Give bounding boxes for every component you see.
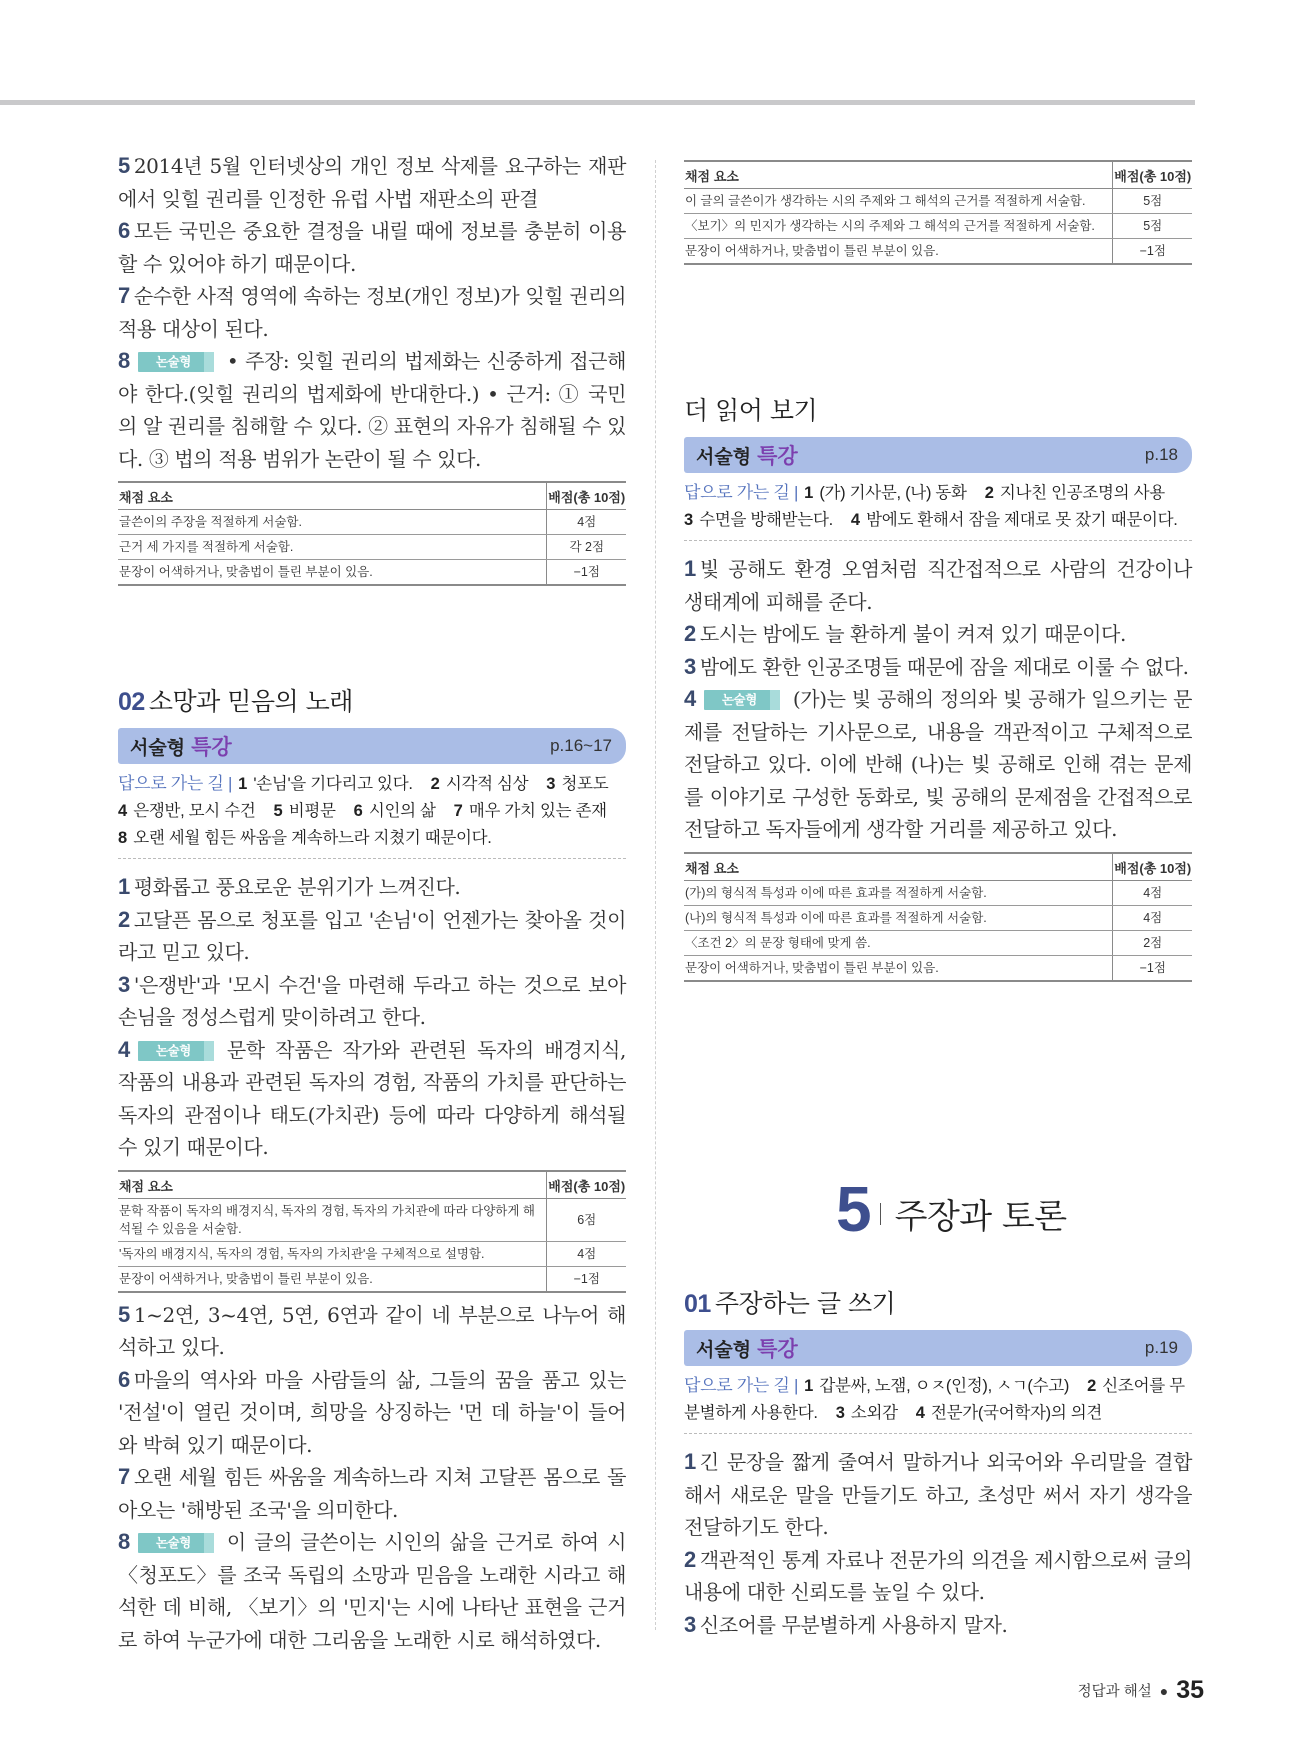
table-row: (가)의 형식적 특성과 이에 따른 효과를 적절하게 서술함. 4점 — [684, 880, 1192, 905]
answer-guide: 답으로 가는 길 | 1 '손님'을 기다리고 있다. 2 시각적 심상 3 청포도 4 은쟁반, 모시 수건 5 비평문 6 시인의 삶 7 매우 가치 있는 존재 8 오랜 세월 힘든 싸움을 계속하느라 지쳤기 때문이다. — [118, 764, 626, 859]
chapter-heading — [836, 1172, 1067, 1246]
chapter-title: 주장과 토론 — [894, 1196, 1067, 1237]
section-title: 더 읽어 보기 — [684, 396, 818, 425]
answer-item: 7 순수한 사적 영역에 속하는 정보(개인 정보)가 잊힐 권리의 적용 대상이 된다. — [118, 283, 626, 341]
column-divider — [655, 160, 656, 1630]
chapter-separator — [880, 1203, 881, 1225]
section-title: 01 주장하는 글 쓰기 — [684, 1289, 896, 1318]
answer-item: 3 밤에도 환한 인공조명들 때문에 잠을 제대로 이룰 수 없다. — [684, 653, 1189, 679]
answer-item: 1 평화롭고 풍요로운 분위기가 느껴진다. — [118, 874, 461, 899]
scoring-table: 채점 요소 배점(총 10점) 글쓴이의 주장을 적절하게 서술함. 4점 근거 세 가지를 적절하게 서술함. 각 2점 문장이 어색하거나, 맞춤법이 틀린 부분이 있음. −1점 — [118, 481, 626, 586]
page-ref: p.19 — [1144, 1338, 1178, 1357]
table-row: 문학 작품이 독자의 배경지식, 독자의 경험, 독자의 가치관에 따라 다양하게 해석될 수 있음을 서술함. 6점 — [118, 1198, 626, 1241]
table-row: 문장이 어색하거나, 맞춤법이 틀린 부분이 있음. −1점 — [684, 239, 1192, 265]
answer-guide: 답으로 가는 길 | 1 (가) 기사문, (나) 동화 2 지나친 인공조명의 사용 3 수면을 방해받는다. 4 밤에도 환해서 잠을 제대로 못 잤기 때문이다. — [684, 473, 1192, 541]
answer-guide: 답으로 가는 길 | 1 갑분싸, 노잼, ㅇㅈ(인정), ㅅㄱ(수고) 2 신조어를 무분별하게 사용한다. 3 소외감 4 전문가(국어학자)의 의견 — [684, 1366, 1192, 1434]
scoring-table: 채점 요소 배점(총 10점) 이 글의 글쓴이가 생각하는 시의 주제와 그 해석의 근거를 적절하게 서술함. 5점 〈보기〉의 민지가 생각하는 시의 주제와 그 해석의 근거를 적절하게 서술함. 5점 문장이 어색하거나, 맞춤법이 틀린 부분이 있음. −1점 — [684, 160, 1192, 265]
top-rule — [0, 100, 1195, 105]
table-row: 문장이 어색하거나, 맞춤법이 틀린 부분이 있음. −1점 — [684, 955, 1192, 981]
answer-item: 6 모든 국민은 중요한 결정을 내릴 때에 정보를 충분히 이용할 수 있어야 하기 때문이다. — [118, 218, 626, 276]
bullet-icon: ● — [1159, 1682, 1169, 1699]
answer-item: 1 빛 공해도 환경 오염처럼 직간접적으로 사람의 건강이나 생태계에 피해를 준다. — [684, 556, 1192, 614]
essay-badge: 논술형 — [138, 1533, 213, 1553]
answer-item: 6 마을의 역사와 마을 사람들의 삶, 그들의 꿈을 품고 있는 '전설'이 열린 것이며, 희망을 상징하는 '먼 데 하늘'이 들어와 박혀 있기 때문이다. — [118, 1366, 626, 1457]
essay-badge: 논술형 — [704, 690, 779, 710]
table-row: 〈보기〉의 민지가 생각하는 시의 주제와 그 해석의 근거를 적절하게 서술함. 5점 — [684, 214, 1192, 239]
page-ref: p.16~17 — [550, 736, 612, 755]
answer-item: 1 긴 문장을 짧게 줄여서 말하거나 외국어와 우리말을 결합해서 새로운 말을 만들기도 하고, 초성만 써서 자기 생각을 전달하기도 한다. — [684, 1449, 1192, 1539]
table-row: 〈조건 2〉의 문장 형태에 맞게 씀. 2점 — [684, 930, 1192, 955]
scoring-table: 채점 요소 배점(총 10점) 문학 작품이 독자의 배경지식, 독자의 경험, 독자의 가치관에 따라 다양하게 해석될 수 있음을 서술함. 6점 '독자의 배경지식, 독자의 경험, 독자의 가치관'을 구체적으로 설명함. 4점 문장이 어색하거나, 맞춤법이 틀린 부분이 있음. −1점 — [118, 1170, 626, 1293]
left-column — [118, 150, 626, 1656]
page-number: 35 — [1176, 1676, 1204, 1704]
essay-badge: 논술형 — [138, 1041, 213, 1061]
table-row: (나)의 형식적 특성과 이에 따른 효과를 적절하게 서술함. 4점 — [684, 905, 1192, 930]
footer-text: 정답과 해설 — [1077, 1684, 1152, 1700]
answer-item: 2 도시는 밤에도 늘 환하게 불이 켜져 있기 때문이다. — [684, 621, 1126, 646]
table-row: '독자의 배경지식, 독자의 경험, 독자의 가치관'을 구체적으로 설명함. 4점 — [118, 1241, 626, 1266]
table-row: 글쓴이의 주장을 적절하게 서술함. 4점 — [118, 510, 626, 535]
essay-answer-item: 8 논술형 이 글의 글쓴이는 시인의 삶을 근거로 하여 시 〈청포도〉를 조국 독립의 소망과 믿음을 노래한 시라고 해석한 데 비해, 〈보기〉의 '민지'는 시에 나타난 표현을 근거로 하여 누군가에 대한 그리움을 노래한 시로 해석하였다. — [118, 1529, 626, 1652]
answer-item: 2 고달픈 몸으로 청포를 입고 '손님'이 언젠가는 찾아올 것이라고 믿고 있다. — [118, 906, 626, 964]
scoring-table: 채점 요소 배점(총 10점) (가)의 형식적 특성과 이에 따른 효과를 적절하게 서술함. 4점 (나)의 형식적 특성과 이에 따른 효과를 적절하게 서술함. 4점 〈조건 2〉의 문장 형태에 맞게 씀. 2점 문장이 어색하거나, 맞춤법이 틀린 부분이 있음. −1점 — [684, 852, 1192, 982]
essay-answer-item: 4 논술형 문학 작품은 작가와 관련된 독자의 배경지식, 작품의 내용과 관련된 독자의 경험, 작품의 가치를 판단하는 독자의 관점이나 태도(가치관) 등에 따라 다양하게 해석될 수 있기 때문이다. — [118, 1036, 626, 1159]
answer-item: 3 신조어를 무분별하게 사용하지 말자. — [684, 1611, 1008, 1637]
chapter-number: 5 — [836, 1173, 870, 1245]
section-banner: 서술형 특강 p.16~17 — [118, 728, 626, 764]
right-column — [684, 150, 1192, 982]
table-row: 근거 세 가지를 적절하게 서술함. 각 2점 — [118, 535, 626, 560]
answer-item: 5 2014년 5월 인터넷상의 개인 정보 삭제를 요구하는 재판에서 잊힐 권리를 인정한 유럽 사법 재판소의 판결 — [118, 153, 626, 211]
right-column-lower — [684, 1284, 1192, 1641]
table-row: 문장이 어색하거나, 맞춤법이 틀린 부분이 있음. −1점 — [118, 560, 626, 586]
answer-item: 7 오랜 세월 힘든 싸움을 계속하느라 지쳐 고달픈 몸으로 돌아오는 '해방된 조국'을 의미한다. — [118, 1464, 626, 1522]
table-row: 이 글의 글쓴이가 생각하는 시의 주제와 그 해석의 근거를 적절하게 서술함. 5점 — [684, 189, 1192, 214]
page-footer — [1078, 1676, 1204, 1705]
essay-badge: 논술형 — [138, 352, 213, 372]
section-banner: 서술형 특강 p.19 — [684, 1330, 1192, 1366]
essay-answer-item: 4 논술형 (가)는 빛 공해의 정의와 빛 공해가 일으키는 문제를 전달하는 기사문으로, 내용을 객관적이고 구체적으로 전달하고 있다. 이에 반해 (나)는 빛 공해로 인해 겪는 문제를 이야기로 구성한 동화로, 빛 공해의 문제점을 간접적으로 전달하고 독자들에게 생각할 거리를 제공하고 있다. — [684, 686, 1192, 841]
section-title: 02 소망과 믿음의 노래 — [118, 687, 353, 716]
answer-item: 3 '은쟁반'과 '모시 수건'을 마련해 두라고 하는 것으로 보아 손님을 정성스럽게 맞이하려고 한다. — [118, 971, 626, 1029]
page-ref: p.18 — [1144, 445, 1178, 464]
answer-item: 2 객관적인 통계 자료나 전문가의 의견을 제시함으로써 글의 내용에 대한 신뢰도를 높일 수 있다. — [684, 1546, 1192, 1604]
essay-answer-item: 8 논술형 • 주장: 잊힐 권리의 법제화는 신중하게 접근해야 한다.(잊힐 권리의 법제화에 반대한다.) • 근거: ① 국민의 알 권리를 침해할 수 있다. ② 표현의 자유가 침해될 수 있다. ③ 법의 적용 범위가 논란이 될 수 있다. — [118, 348, 626, 471]
answer-item: 5 1~2연, 3~4연, 5연, 6연과 같이 네 부분으로 나누어 해석하고 있다. — [118, 1301, 626, 1359]
section-banner: 서술형 특강 p.18 — [684, 437, 1192, 473]
table-row: 문장이 어색하거나, 맞춤법이 틀린 부분이 있음. −1점 — [118, 1266, 626, 1292]
